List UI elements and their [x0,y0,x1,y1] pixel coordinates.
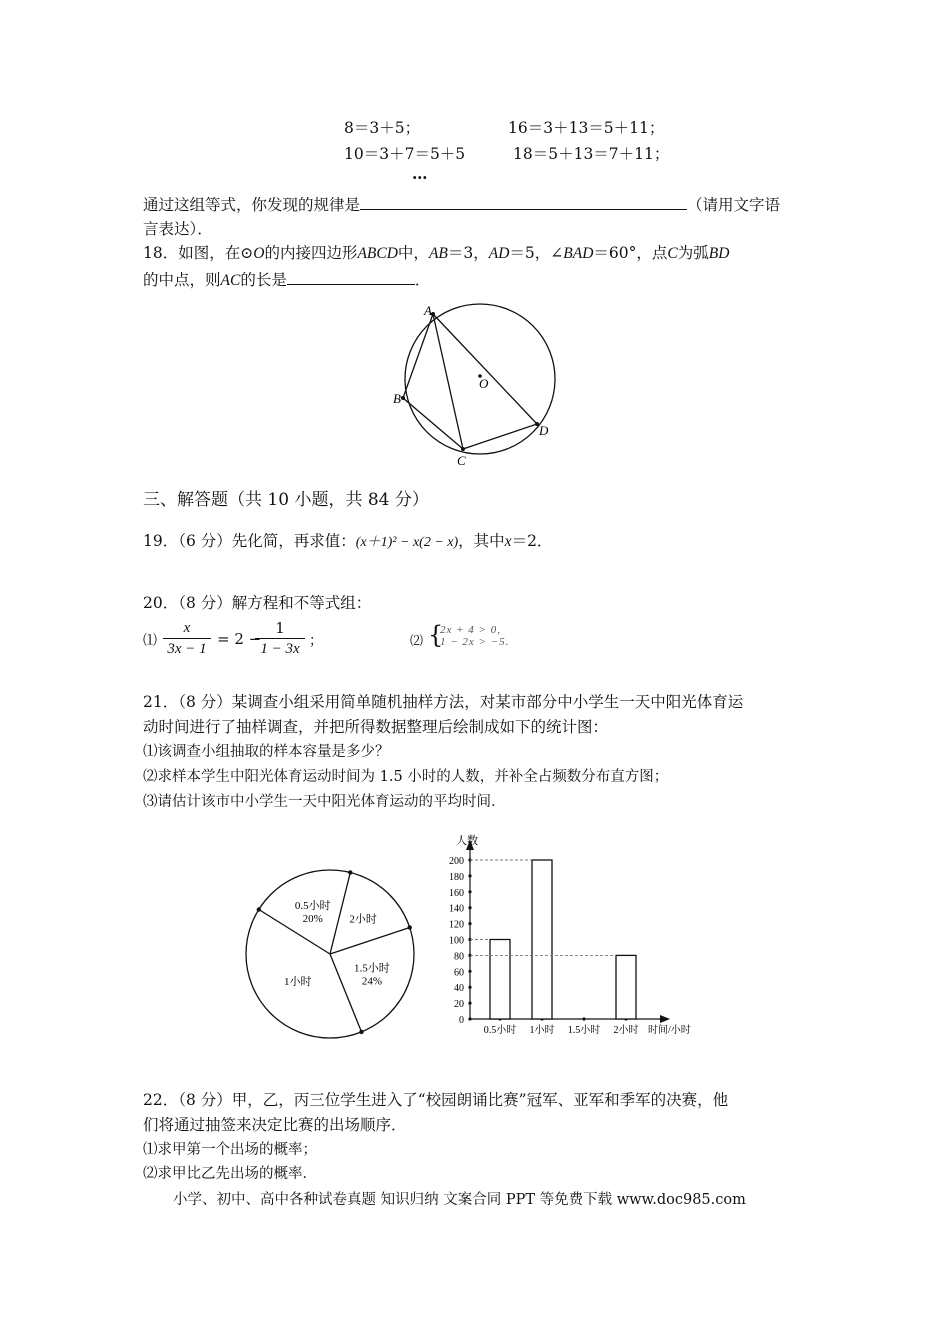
pie-slice-point [257,907,261,911]
pie-slice-label: 1.5小时 [354,962,390,975]
sub-question: ⑴该调查小组抽取的样本容量是多少？ [143,744,390,760]
numerator: x [183,620,191,636]
x-axis-label: 时间/小时 [648,1025,691,1036]
y-tick-label: 80 [454,951,464,963]
text: ＝3， [447,244,489,262]
y-tick-label: 60 [454,967,464,979]
text: ＝5，∠ [509,244,564,262]
text: 18．如图，在 [143,244,241,262]
pie-slice-label: 2小时 [349,913,377,926]
question-18-line1 [143,243,729,264]
pie-slice-label: 0.5小时 [294,900,331,913]
y-axis-label: 人数 [456,835,478,847]
var: x [504,533,512,550]
ellipsis: … [412,164,428,183]
equation: 8＝3＋5； [344,119,421,137]
var: AD [488,245,510,262]
pie-slice-point [408,925,412,929]
bar [616,955,636,1019]
label-b: B [393,391,401,406]
expression: (x＋1)² − x(2 − x) [355,535,459,550]
var: ABCD [357,245,398,262]
answer-blank [287,269,415,285]
y-tick-label: 160 [449,887,464,899]
y-tick-label: 140 [449,903,464,915]
operator: = 2 − [217,630,262,648]
text: 为弧 [677,244,709,262]
point-c [461,447,465,451]
text: 的中点，则 [143,271,221,289]
part-label: ⑴ [143,633,157,649]
question-text-part: （请用文字语 [687,196,781,214]
y-tick-label: 200 [449,856,464,867]
question-21-line1: 21．（8 分）某调查小组采用简单随机抽样方法，对某市部分中小学生一天中阳光体育运 [143,693,744,711]
y-tick [468,890,471,893]
x-tick-label: 1.5小时 [567,1025,601,1036]
question-21-line2: 动时间进行了抽样调查，并把所得数据整理后绘制成如下的统计图： [143,718,609,736]
var: C [667,245,678,262]
pie-slice-percent: 24% [361,975,382,988]
text: ＝60°，点 [593,244,668,262]
y-tick-label: 20 [454,999,464,1011]
pie-chart [238,866,422,1042]
var: BAD [563,245,594,262]
part-label: ⑵ [410,634,424,649]
var: AC [220,272,241,289]
sub-question: ⑵求样本学生中阳光体育运动时间为 1.5 小时的人数，并补全占频数分布直方图； [143,769,669,785]
text: ，其中 [458,532,505,550]
x-tick [582,1017,585,1020]
pie-slice-edge [330,928,410,955]
y-tick-label: 40 [454,983,464,995]
bar [532,860,552,1019]
y-tick-label: 100 [449,935,464,947]
y-tick-label: 120 [449,919,464,931]
footer-text: 小学、初中、高中各种试卷真题 知识归纳 文案合同 PPT 等免费下载 www.doc985.com [173,1192,746,1208]
text: 的内接四边形 [264,244,358,262]
y-tick-label: 180 [449,871,464,883]
y-tick-label: 0 [459,1015,464,1026]
x-tick-label: 2小时 [613,1025,639,1036]
inequality-system [410,622,570,652]
denominator: 1 − 3x [260,641,300,657]
y-tick [468,906,471,909]
pie-slice-point [348,870,352,874]
y-tick [468,922,471,925]
text: 19．（6 分）先化简，再求值： [143,532,356,550]
x-axis-arrow-icon [660,1015,670,1023]
brace-icon: { [428,621,444,649]
question-22-line1: 22．（8 分）甲，乙，丙三位学生进入了“校园朗诵比赛”冠军、亚军和季军的决赛，他 [143,1091,729,1109]
section-title: 三、解答题（共 10 小题，共 84 分） [143,490,429,510]
y-tick [468,986,471,989]
y-tick [468,1002,471,1005]
numerator: 1 [275,619,285,637]
text: ． [414,271,431,289]
circle-quadrilateral-figure [390,298,570,470]
y-tick [468,1017,471,1020]
label-d: D [539,423,549,438]
point-b [401,396,405,400]
inequality-1: 2x + 4 > 0, [440,624,501,636]
x-tick-label: 1小时 [529,1025,555,1036]
question-text [143,194,780,215]
text: 的长是 [240,271,287,289]
question-22-line2: 们将通过抽签来决定比赛的出场顺序． [143,1116,407,1134]
y-tick [468,874,471,877]
pie-slice-point [359,1030,363,1034]
var: BD [708,245,730,262]
text: ＝2． [511,532,553,550]
text: 中， [397,244,429,262]
bar [490,940,510,1020]
x-tick-label: 0.5小时 [483,1025,517,1036]
fraction-1 [163,618,211,659]
circle-symbol: ⊙ [240,244,254,262]
question-19 [143,531,552,553]
question-text-part: 通过这组等式，你发现的规律是 [143,196,361,214]
answer-blank [360,194,687,210]
pie-slice-label: 1小时 [284,976,312,988]
sub-question: ⑴求甲第一个出场的概率； [143,1142,317,1158]
pie-slice-percent: 20% [302,913,323,926]
segment-ac [433,314,463,449]
equation: 16＝3＋13＝5＋11； [508,119,665,137]
var: AB [428,245,448,262]
sub-question: ⑵求甲比乙先出场的概率． [143,1166,317,1182]
var: O [253,245,265,262]
question-18-line2 [143,269,430,291]
denominator: 3x − 1 [167,641,207,657]
question-text: 言表达）． [143,220,213,238]
equation-1 [143,618,383,664]
label-o: O [479,376,489,391]
bar-chart [440,828,710,1042]
label-a: A [424,303,432,318]
equation: 10＝3＋7＝5＋5 [344,145,466,163]
sub-question: ⑶请估计该市中小学生一天中阳光体育运动的平均时间． [143,794,506,810]
text: ； [309,633,323,649]
label-c: C [457,453,466,468]
equation: 18＝5＋13＝7＋11； [513,145,670,163]
fraction-2 [255,618,305,659]
question-20: 20．（8 分）解方程和不等式组： [143,594,372,612]
y-tick [468,970,471,973]
pie-slice-edge [330,873,350,955]
inequality-2: 1 − 2x > −5. [440,636,510,648]
